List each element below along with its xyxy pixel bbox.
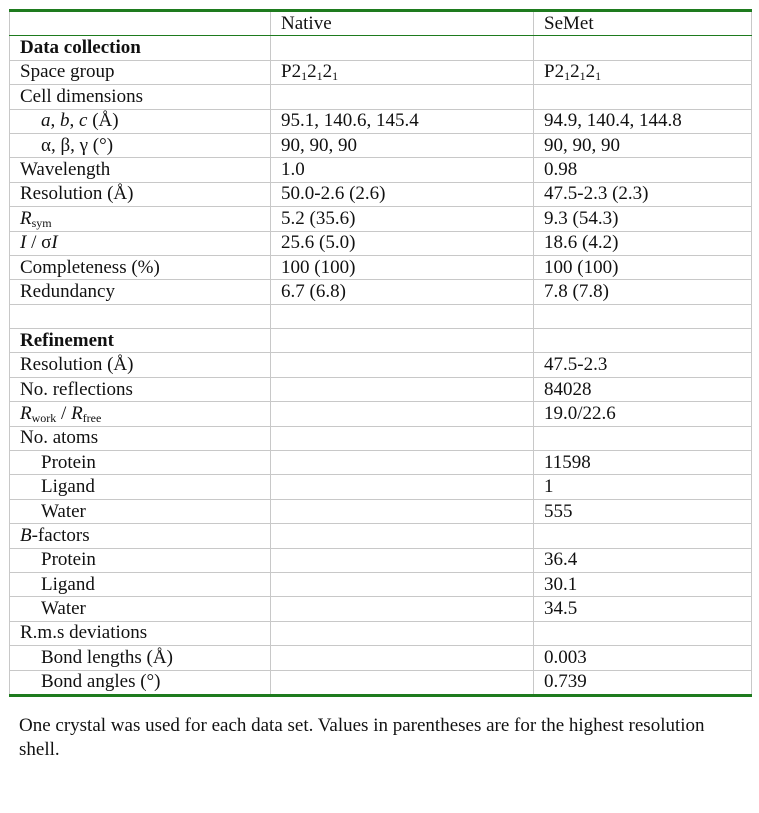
table-row: [10, 499, 752, 523]
atoms-protein-label: Protein: [10, 451, 271, 475]
bf-water-semet: 34.5: [534, 597, 752, 621]
empty-cell: [10, 304, 271, 328]
rwork-rfree-label: $R_{work} / R_{free}$: [10, 402, 271, 426]
empty-cell: [271, 377, 534, 401]
atoms-water-semet: 555: [534, 499, 752, 523]
resolution-native: 50.0-2.6 (2.6): [271, 182, 534, 206]
table-row: [10, 231, 752, 255]
table-row: [10, 377, 752, 401]
cell-dimensions-label: Cell dimensions: [10, 85, 271, 109]
wavelength-native: 1.0: [271, 158, 534, 182]
abc-semet: 94.9, 140.4, 144.8: [534, 109, 752, 133]
empty-cell: [271, 451, 534, 475]
empty-cell: [271, 670, 534, 695]
table-row: [10, 597, 752, 621]
completeness-semet: 100 (100): [534, 255, 752, 279]
angles-semet: 90, 90, 90: [534, 133, 752, 157]
bond-angles-semet: 0.739: [534, 670, 752, 695]
completeness-native: 100 (100): [271, 255, 534, 279]
rwork-rfree-semet: 19.0/22.6: [534, 402, 752, 426]
empty-cell: [271, 597, 534, 621]
space-group-semet: $P2_12_12_1$: [534, 60, 752, 84]
i-sigma-native: 25.6 (5.0): [271, 231, 534, 255]
table-row: [10, 353, 752, 377]
header-semet: SeMet: [534, 11, 752, 36]
atoms-ligand-label: Ligand: [10, 475, 271, 499]
table-row: [10, 670, 752, 695]
bond-lengths-label: Bond lengths (Å): [10, 646, 271, 670]
empty-cell: [271, 329, 534, 353]
bf-protein-semet: 36.4: [534, 548, 752, 572]
reflections-semet: 84028: [534, 377, 752, 401]
empty-cell: [534, 426, 752, 450]
empty-cell: [271, 353, 534, 377]
redundancy-label: Redundancy: [10, 280, 271, 304]
reflections-label: No. reflections: [10, 377, 271, 401]
empty-cell: [534, 304, 752, 328]
bond-angles-label: Bond angles (°): [10, 670, 271, 695]
empty-cell: [271, 524, 534, 548]
atoms-ligand-semet: 1: [534, 475, 752, 499]
table-row: [10, 85, 752, 109]
empty-cell: [271, 475, 534, 499]
table-row: [10, 451, 752, 475]
wavelength-label: Wavelength: [10, 158, 271, 182]
table-row: [10, 255, 752, 279]
i-sigma-semet: 18.6 (4.2): [534, 231, 752, 255]
table-row: [10, 207, 752, 231]
table-row: [10, 646, 752, 670]
section-data-collection: Data collection: [10, 36, 271, 60]
bfactors-label: B-factors: [10, 524, 271, 548]
section-refinement: Refinement: [10, 329, 271, 353]
resolution-label: Resolution (Å): [10, 182, 271, 206]
angles-label: α, β, γ (°): [10, 133, 271, 157]
bf-ligand-label: Ligand: [10, 572, 271, 596]
empty-cell: [271, 646, 534, 670]
header-empty: [10, 11, 271, 36]
abc-native: 95.1, 140.6, 145.4: [271, 109, 534, 133]
resolution-semet: 47.5-2.3 (2.3): [534, 182, 752, 206]
table-row: [10, 133, 752, 157]
table-row: [10, 158, 752, 182]
no-atoms-label: No. atoms: [10, 426, 271, 450]
abc-label: a, b, c (Å): [10, 109, 271, 133]
section-row-data-collection: [10, 36, 752, 60]
rms-label: R.m.s deviations: [10, 621, 271, 645]
empty-cell: [271, 572, 534, 596]
empty-cell: [271, 85, 534, 109]
empty-cell: [271, 304, 534, 328]
angles-native: 90, 90, 90: [271, 133, 534, 157]
table-row: [10, 280, 752, 304]
empty-cell: [534, 524, 752, 548]
bond-lengths-semet: 0.003: [534, 646, 752, 670]
section-row-refinement: [10, 329, 752, 353]
table-row: [10, 524, 752, 548]
ref-resolution-semet: 47.5-2.3: [534, 353, 752, 377]
wavelength-semet: 0.98: [534, 158, 752, 182]
completeness-label: Completeness (%): [10, 255, 271, 279]
table-row: [10, 109, 752, 133]
empty-cell: [534, 329, 752, 353]
bf-ligand-semet: 30.1: [534, 572, 752, 596]
header-native: Native: [271, 11, 534, 36]
table-footnote: One crystal was used for each data set. Values in parentheses are for the highest resolution shell.: [19, 715, 705, 760]
empty-cell: [271, 548, 534, 572]
header-row: [10, 11, 752, 36]
empty-cell: [271, 402, 534, 426]
space-group-label: Space group: [10, 60, 271, 84]
empty-cell: [271, 36, 534, 60]
rsym-label: $R_{sym}$: [10, 207, 271, 231]
table-row: [10, 572, 752, 596]
space-group-native: $P2_12_12_1$: [271, 60, 534, 84]
redundancy-semet: 7.8 (7.8): [534, 280, 752, 304]
crystallography-table: [9, 9, 752, 697]
i-sigma-label: I / σI: [10, 231, 271, 255]
rsym-semet: 9.3 (54.3): [534, 207, 752, 231]
table-row: [10, 426, 752, 450]
redundancy-native: 6.7 (6.8): [271, 280, 534, 304]
spacer-row: [10, 304, 752, 328]
empty-cell: [271, 426, 534, 450]
table-row: [10, 548, 752, 572]
ref-resolution-label: Resolution (Å): [10, 353, 271, 377]
atoms-water-label: Water: [10, 499, 271, 523]
empty-cell: [534, 621, 752, 645]
atoms-protein-semet: 11598: [534, 451, 752, 475]
bf-protein-label: Protein: [10, 548, 271, 572]
rsym-native: 5.2 (35.6): [271, 207, 534, 231]
table-row: [10, 60, 752, 84]
table-row: [10, 475, 752, 499]
empty-cell: [271, 499, 534, 523]
empty-cell: [271, 621, 534, 645]
empty-cell: [534, 85, 752, 109]
empty-cell: [534, 36, 752, 60]
table-row: [10, 621, 752, 645]
table-row: [10, 402, 752, 426]
table-row: [10, 182, 752, 206]
bf-water-label: Water: [10, 597, 271, 621]
